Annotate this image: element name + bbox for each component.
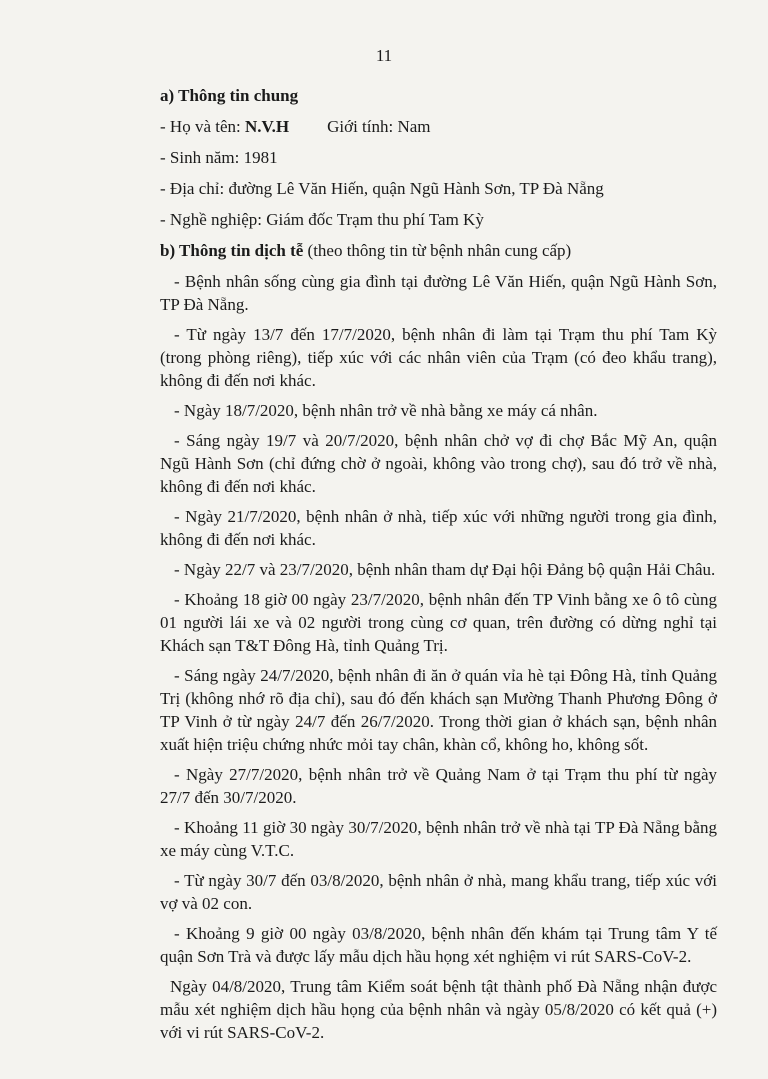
name-line bbox=[160, 115, 717, 138]
name-value: N.V.H bbox=[244, 117, 290, 136]
epi-paragraph: - Ngày 21/7/2020, bệnh nhân ở nhà, tiếp xúc với những người trong gia đình, không đi đến nơi khác. bbox=[160, 507, 717, 549]
birth-year-field: - Sinh năm: 1981 bbox=[160, 148, 278, 167]
gender-field: Giới tính: Nam bbox=[327, 117, 431, 136]
document-body bbox=[160, 84, 717, 1051]
epi-paragraph: - Từ ngày 13/7 đến 17/7/2020, bệnh nhân đi làm tại Trạm thu phí Tam Kỳ (trong phòng riêng), tiếp xúc với các nhân viên của Trạm (có đeo khẩu trang), không đi đến nơi khác. bbox=[160, 325, 717, 390]
page-number: 11 bbox=[375, 46, 393, 65]
epi-paragraph: - Ngày 22/7 và 23/7/2020, bệnh nhân tham dự Đại hội Đảng bộ quận Hải Châu. bbox=[174, 560, 716, 579]
section-b-note: (theo thông tin từ bệnh nhân cung cấp) bbox=[303, 241, 572, 260]
section-b-heading: b) Thông tin dịch tễ bbox=[160, 241, 304, 260]
section-b-heading-line bbox=[160, 239, 717, 262]
epi-paragraph: - Sáng ngày 24/7/2020, bệnh nhân đi ăn ở quán vỉa hè tại Đông Hà, tỉnh Quảng Trị (không nhớ rõ địa chỉ), sau đó đến khách sạn Mường Thanh Phương Đông ở TP Vinh ở từ ngày 24/7 đến 26/7/2020. Trong thời gian ở khách sạn, bệnh nhân xuất hiện triệu chứng nhức mỏi tay chân, khàn cổ, không ho, không sốt. bbox=[160, 666, 717, 754]
epi-paragraph: - Khoảng 18 giờ 00 ngày 23/7/2020, bệnh nhân đến TP Vinh bằng xe ô tô cùng 01 người lái xe và 02 người trong cùng cơ quan, trên đường có dừng nghỉ tại Khách sạn T&T Đông Hà, tỉnh Quảng Trị. bbox=[160, 590, 717, 655]
epi-paragraph: - Khoảng 9 giờ 00 ngày 03/8/2020, bệnh nhân đến khám tại Trung tâm Y tế quận Sơn Trà và được lấy mẫu dịch hầu họng xét nghiệm vi rút SARS-CoV-2. bbox=[160, 924, 717, 966]
occupation-field: - Nghề nghiệp: Giám đốc Trạm thu phí Tam Kỳ bbox=[160, 210, 484, 229]
section-a-heading: a) Thông tin chung bbox=[160, 86, 299, 105]
epi-paragraph: - Sáng ngày 19/7 và 20/7/2020, bệnh nhân chở vợ đi chợ Bắc Mỹ An, quận Ngũ Hành Sơn (chỉ đứng chờ ở ngoài, không vào trong chợ), sau đó trở về nhà, không đi đến nơi khác. bbox=[160, 431, 717, 496]
epi-paragraph: - Khoảng 11 giờ 30 ngày 30/7/2020, bệnh nhân trở về nhà tại TP Đà Nẵng bằng xe máy cùng V.T.C. bbox=[160, 818, 717, 860]
epi-paragraph: - Ngày 27/7/2020, bệnh nhân trở về Quảng Nam ở tại Trạm thu phí từ ngày 27/7 đến 30/7/2020. bbox=[160, 765, 717, 807]
test-result-paragraph: Ngày 04/8/2020, Trung tâm Kiểm soát bệnh tật thành phố Đà Nẵng nhận được mẫu xét nghiệm dịch hầu họng của bệnh nhân và ngày 05/8/2020 có kết quả (+) với vi rút SARS-CoV-2. bbox=[160, 977, 717, 1042]
epi-paragraph: - Ngày 18/7/2020, bệnh nhân trở về nhà bằng xe máy cá nhân. bbox=[174, 401, 598, 420]
name-label: - Họ và tên: bbox=[160, 117, 245, 136]
epi-paragraph: - Bệnh nhân sống cùng gia đình tại đường Lê Văn Hiến, quận Ngũ Hành Sơn, TP Đà Nẵng. bbox=[160, 272, 717, 314]
epi-paragraph: - Từ ngày 30/7 đến 03/8/2020, bệnh nhân ở nhà, mang khẩu trang, tiếp xúc với vợ và 02 con. bbox=[160, 871, 717, 913]
address-field: - Địa chỉ: đường Lê Văn Hiến, quận Ngũ Hành Sơn, TP Đà Nẵng bbox=[160, 179, 604, 198]
